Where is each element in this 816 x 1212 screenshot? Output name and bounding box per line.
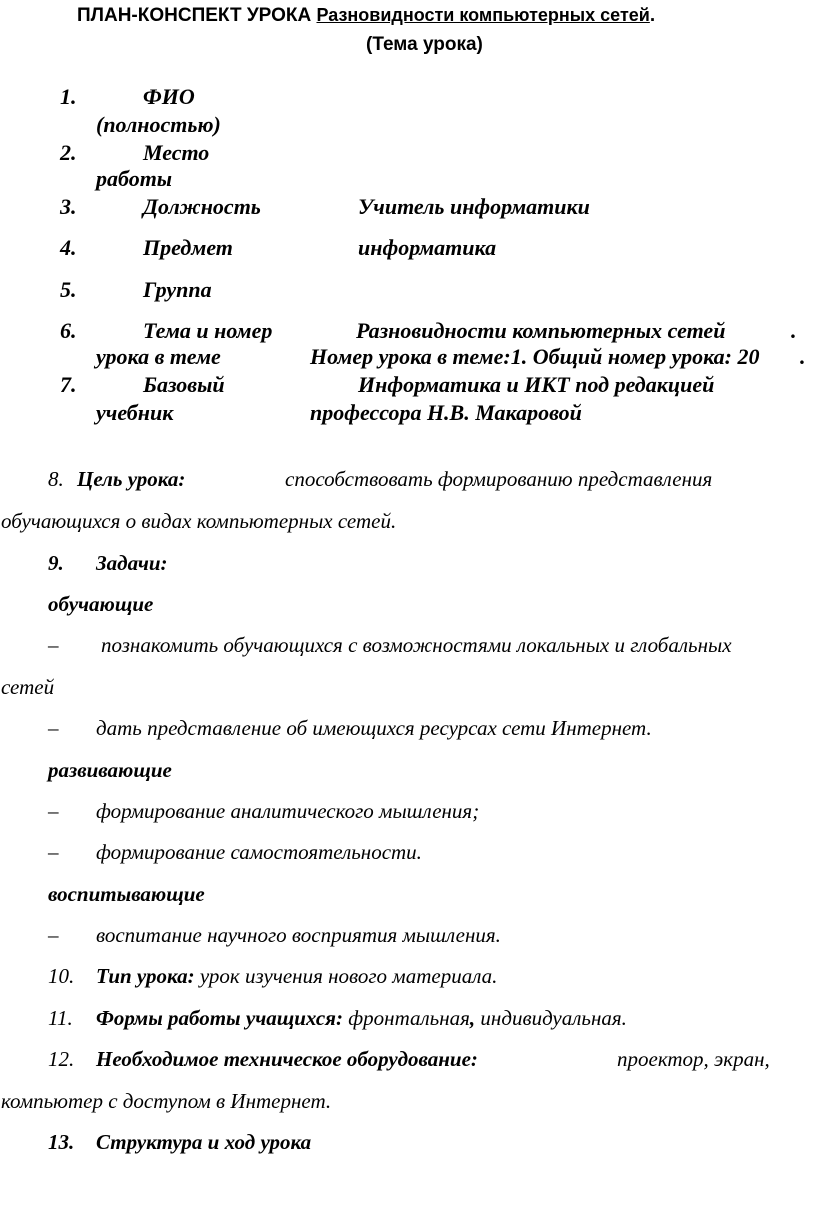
goal-text-line: обучающихся о видах компьютерных сетей: [1, 509, 391, 533]
goal-label: Цель урока:: [77, 467, 186, 491]
dash-bullet: –: [48, 716, 59, 740]
field-label: Предмет: [143, 235, 233, 260]
field-value-dot: .: [800, 344, 806, 369]
field-label: Базовый: [143, 372, 225, 397]
field-num: 2.: [60, 140, 77, 165]
field-value-dot: .: [791, 318, 797, 343]
work-forms-value2: индивидуальная.: [480, 1006, 627, 1030]
equipment-value: проектор, экран,: [617, 1047, 770, 1071]
dash-bullet: –: [48, 799, 59, 823]
dash-bullet: –: [48, 633, 59, 657]
field-num: 6.: [60, 318, 77, 343]
doc-title: [77, 5, 655, 27]
dash-bullet: –: [48, 923, 59, 947]
goal-text: способствовать формированию представления: [285, 467, 713, 491]
tasks-num: 9.: [48, 551, 64, 575]
field-label: Тема и номер: [143, 318, 273, 343]
field-num: 4.: [60, 235, 77, 260]
goal-text-dot: .: [390, 509, 397, 533]
field-label: Должность: [143, 194, 261, 219]
work-forms-line: [96, 1006, 627, 1031]
field-num: 5.: [60, 277, 77, 302]
lesson-type-dot: .: [492, 964, 498, 988]
task-item: воспитание научного восприятия мышления.: [96, 923, 501, 947]
doc-subtitle: (Тема урока): [366, 34, 483, 55]
work-forms-num: 11.: [48, 1006, 73, 1030]
field-value-cont: Номер урока в теме:1. Общий номер урока: 20: [310, 344, 760, 369]
field-value: информатика: [358, 235, 497, 260]
work-forms-label: Формы работы учащихся:: [96, 1006, 343, 1030]
tasks-heading-educational: обучающие: [48, 592, 154, 616]
task-item: познакомить обучающихся с возможностями локальных и глобальных: [101, 633, 732, 657]
work-forms-value: фронтальная: [348, 1006, 470, 1030]
field-label: Группа: [143, 277, 212, 302]
work-forms-comma: ,: [469, 1006, 476, 1030]
dash-bullet: –: [48, 840, 59, 864]
equipment-num: 12.: [48, 1047, 75, 1071]
doc-title-prefix: ПЛАН-КОНСПЕКТ УРОКА: [77, 5, 312, 26]
field-label-cont: урока в теме: [96, 344, 221, 369]
task-item: формирование самостоятельности.: [96, 840, 422, 864]
field-label: Место: [143, 140, 210, 165]
equipment-label: Необходимое техническое оборудование:: [96, 1047, 478, 1071]
lesson-type-label: Тип урока:: [96, 964, 195, 988]
structure-label: Структура и ход урока: [96, 1130, 312, 1154]
goal-num: 8.: [48, 467, 64, 491]
tasks-heading-developing: развивающие: [48, 758, 172, 782]
lesson-type-num: 10.: [48, 964, 75, 988]
task-item: формирование аналитического мышления;: [96, 799, 480, 823]
field-num: 3.: [60, 194, 77, 219]
doc-title-dot: .: [649, 5, 656, 26]
structure-num: 13.: [48, 1130, 75, 1154]
tasks-heading-upbringing: воспитывающие: [48, 882, 205, 906]
tasks-label: Задачи:: [96, 551, 168, 575]
field-label: ФИО: [143, 84, 195, 109]
field-value: Учитель информатики: [358, 194, 590, 219]
field-label-cont: учебник: [96, 400, 174, 425]
field-value-cont: профессора Н.В. Макаровой: [310, 400, 582, 425]
field-label-cont: (полностью): [96, 112, 221, 137]
lesson-type-line: [96, 964, 497, 989]
doc-title-topic: Разновидности компьютерных сетей: [316, 5, 650, 25]
field-num: 1.: [60, 84, 77, 109]
field-num: 7.: [60, 372, 77, 397]
field-value: Информатика и ИКТ под редакцией: [358, 372, 715, 397]
field-label-cont: работы: [96, 166, 173, 191]
lesson-type-value: урок изучения нового материала: [199, 964, 493, 988]
equipment-value-cont: компьютер с доступом в Интернет.: [1, 1089, 332, 1113]
task-item-cont: сетей: [1, 675, 55, 699]
field-value: Разновидности компьютерных сетей: [356, 318, 726, 343]
task-item: дать представление об имеющихся ресурсах сети Интернет.: [96, 716, 652, 740]
goal-text-cont: [1, 509, 396, 534]
